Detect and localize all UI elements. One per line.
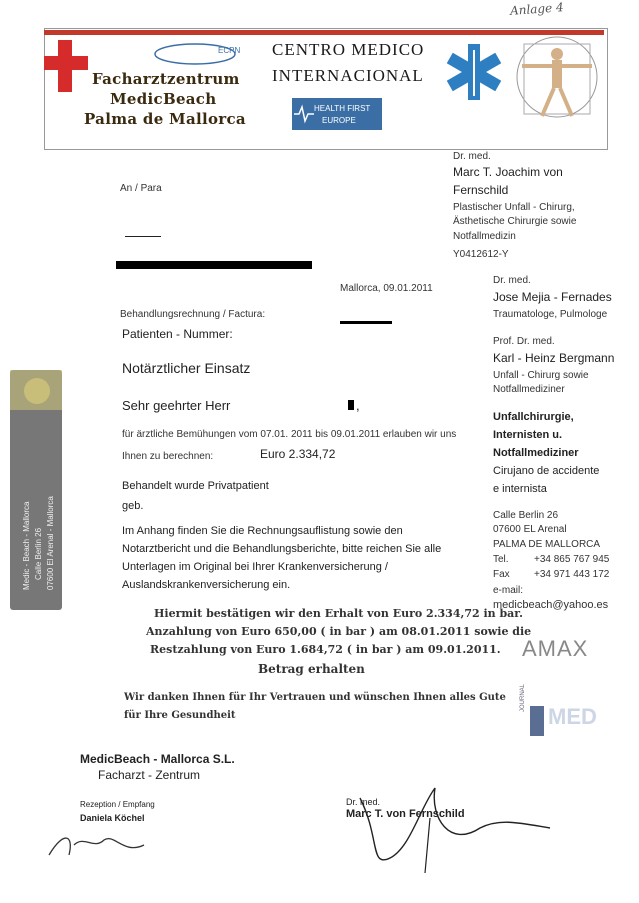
star-of-life-icon — [442, 40, 506, 109]
service-3: Notfallmediziner — [493, 447, 579, 459]
med-journal-logo: MED — [548, 704, 597, 729]
fee-line-1: für ärztliche Bemühungen vom 07.01. 2011 bis 09.01.2011 erlauben wir uns — [122, 429, 457, 440]
confirm-line-2: Anzahlung von Euro 650,00 ( in bar ) am 08.01.2011 sowie die — [146, 625, 532, 638]
signature-title: Dr. med. — [346, 797, 381, 807]
center-line2: INTERNACIONAL — [272, 66, 424, 85]
salutation: Sehr geehrter Herr — [122, 398, 231, 413]
journal-bar — [530, 706, 544, 736]
address-city: 07600 EL Arenal — [493, 524, 567, 535]
tel-number: +34 865 767 945 — [534, 554, 610, 565]
doctor-1-title: Dr. med. — [453, 151, 491, 162]
para-line-3: Unterlagen im Original bei Ihrer Krankenversicherung / — [122, 561, 388, 573]
thanks-line-2: für Ihre Gesundheit — [124, 710, 236, 721]
email-address: medicbeach@yahoo.es — [493, 599, 609, 611]
clinic-name-line3: Palma de Mallorca — [84, 110, 246, 128]
born: geb. — [122, 500, 144, 512]
tel-label: Tel. — [493, 554, 509, 565]
doctor-2-spec-1: Traumatologe, Pulmologe — [493, 309, 608, 320]
fax-number: +34 971 443 172 — [534, 569, 610, 580]
fax-label: Fax — [493, 569, 510, 580]
doctor-1-spec-1: Plastischer Unfall - Chirurg, — [453, 202, 575, 213]
health-first-badge — [292, 98, 382, 130]
company-name-2: Facharzt - Zentrum — [98, 768, 201, 782]
doctor-2-name: Jose Mejia - Fernades — [493, 290, 612, 304]
tag-text-1: Medic - Beach - Mallorca — [22, 501, 31, 590]
doctor-1-spec-2: Ästhetische Chirurgie sowie — [453, 216, 577, 227]
service-5: e internista — [493, 483, 547, 495]
confirm-line-1: Hiermit bestätigen wir den Erhalt von Euro 2.334,72 in bar. — [154, 607, 523, 620]
doctor-3-name: Karl - Heinz Bergmann — [493, 351, 615, 365]
tag-clip — [10, 370, 62, 410]
address-street: Calle Berlin 26 — [493, 510, 559, 521]
salutation-end: , — [356, 398, 360, 413]
subject: Notärztlicher Einsatz — [122, 360, 251, 376]
clinic-name-line2: MedicBeach — [110, 90, 217, 108]
name-redaction — [348, 400, 354, 410]
recipient-redaction — [116, 261, 312, 269]
tag-text-3: 07600 El Arenal - Mallorca — [46, 496, 55, 590]
vitruvian-man-icon — [512, 32, 602, 127]
clinic-name-line1: Facharztzentrum — [92, 70, 240, 88]
red-cross-icon-h — [44, 56, 88, 70]
reception-label: Rezeption / Empfang — [80, 800, 155, 809]
address-region: PALMA DE MALLORCA — [493, 539, 601, 550]
service-1: Unfallchirurgie, — [493, 411, 574, 423]
doctor-3-spec-1: Unfall - Chirurg sowie — [493, 370, 589, 381]
doctor-1-spec-3: Notfallmedizin — [453, 231, 516, 242]
doctor-3-title: Prof. Dr. med. — [493, 336, 555, 347]
email-label: e-mail: — [493, 585, 524, 596]
corner-note: Anlage 4 — [509, 0, 565, 18]
company-name: MedicBeach - Mallorca S.L. — [80, 752, 235, 766]
amount-received: Betrag erhalten — [258, 662, 365, 676]
doctor-1-name2: Fernschild — [453, 183, 509, 197]
ecpn-badge: ECPN — [218, 46, 241, 55]
amount: Euro 2.334,72 — [260, 447, 336, 461]
place-date: Mallorca, 09.01.2011 — [340, 283, 433, 294]
reception-name: Daniela Köchel — [80, 813, 145, 823]
para-line-2: Notarztbericht und die Behandlungsberichte, bitte reichen Sie alle — [122, 543, 442, 555]
recipient-line — [125, 236, 161, 237]
keyring-tag — [10, 370, 62, 610]
health-badge-line2: EUROPE — [322, 116, 356, 125]
fee-line-2: Ihnen zu berechnen: — [122, 451, 214, 462]
service-4: Cirujano de accidente — [493, 465, 600, 477]
to-label: An / Para — [120, 183, 162, 194]
thanks-line-1: Wir danken Ihnen für Ihr Vertrauen und wünschen Ihnen alles Gute — [124, 692, 506, 703]
journal-label: JOURNAL — [520, 683, 526, 712]
doctor-3-spec-2: Notfallmediziner — [493, 384, 565, 395]
health-badge-line1: HEALTH FIRST — [314, 104, 371, 113]
para-line-1: Im Anhang finden Sie die Rechnungsauflistung sowie den — [122, 525, 403, 537]
invoice-redaction — [340, 321, 392, 324]
doctor-2-title: Dr. med. — [493, 275, 531, 286]
patient-number-label: Patienten - Nummer: — [122, 327, 233, 341]
service-2: Internisten u. — [493, 429, 563, 441]
confirm-line-3: Restzahlung von Euro 1.684,72 ( in bar ) am 09.01.2011. — [150, 643, 501, 656]
reception-signature — [44, 825, 154, 870]
doctor-1-name: Marc T. Joachim von — [453, 165, 563, 179]
para-line-4: Auslandskrankenversicherung ein. — [122, 579, 291, 591]
center-line1: CENTRO MEDICO — [272, 40, 425, 59]
amax-logo: AMAX — [522, 636, 589, 661]
heartbeat-icon — [294, 104, 314, 124]
signature-name: Marc T. von Fernschild — [346, 808, 465, 820]
invoice-label: Behandlungsrechnung / Factura: — [120, 309, 266, 320]
tag-text-2: Calle Berlin 26 — [34, 527, 43, 580]
private-patient: Behandelt wurde Privatpatient — [122, 480, 269, 492]
doctor-signature — [320, 778, 560, 883]
doctor-1-spec-4: Y0412612-Y — [453, 249, 509, 260]
